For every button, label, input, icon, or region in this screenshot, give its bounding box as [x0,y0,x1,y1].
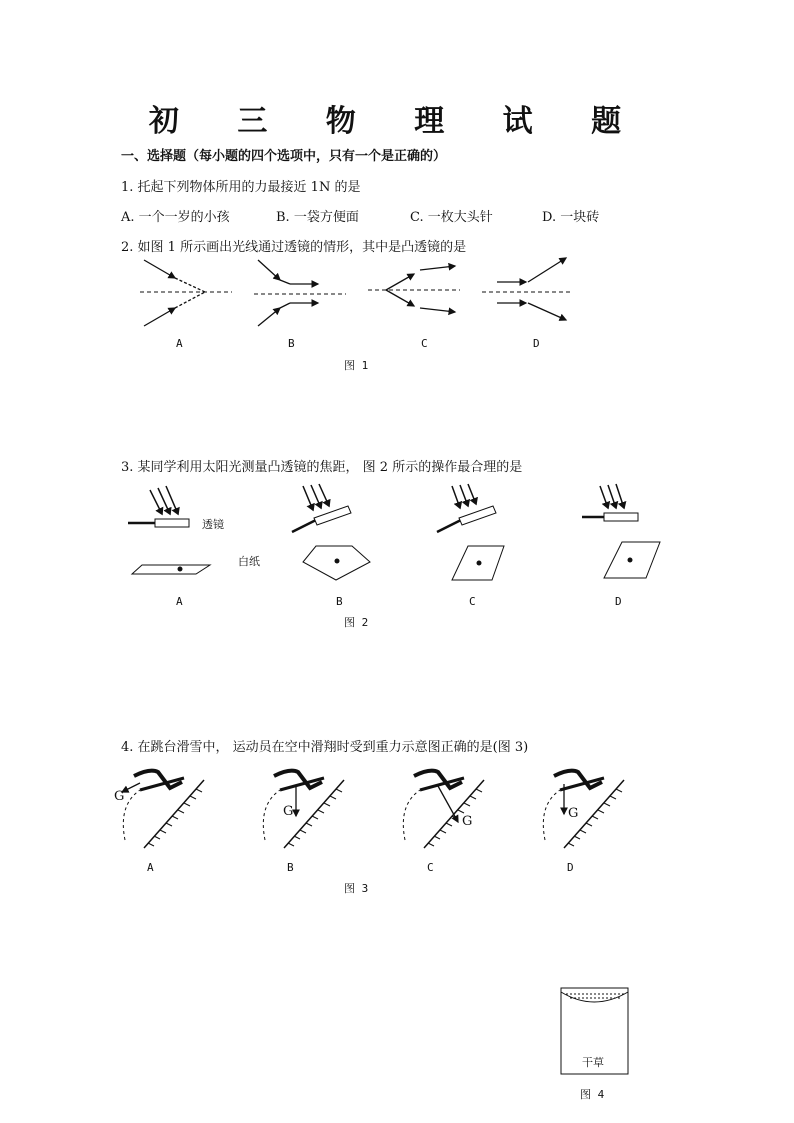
fig3-label-d: D [567,861,574,874]
question-2-text: 2. 如图 1 所示画出光线通过透镜的情形，其中是凸透镜的是 [121,240,467,255]
page-title: 初 三 物 理 试 题 [148,104,646,139]
question-3-text: 3. 某同学利用太阳光测量凸透镜的焦距， 图 2 所示的操作最合理的是 [121,460,523,475]
fig2-label-c: C [469,595,476,608]
fig4-caption: 图 4 [580,1088,605,1101]
fig2-label-a: A [176,595,183,608]
fig3-caption: 图 3 [344,882,369,895]
q1-option-d: D. 一块砖 [542,210,600,225]
question-1-text: 1. 托起下列物体所用的力最接近 1N 的是 [121,180,361,195]
fig3-g-label-a: G [114,789,125,804]
fig3-label-b: B [287,861,294,874]
fig1-caption: 图 1 [344,359,369,372]
fig3-g-label-b: G [283,804,294,819]
paper-label: 白纸 [238,555,260,568]
question-4-text: 4. 在跳台滑雪中， 运动员在空中滑翔时受到重力示意图正确的是(图 3) [121,740,529,755]
q1-option-c: C. 一枚大头针 [410,210,493,225]
section-heading: 一、选择题（每小题的四个选项中，只有一个是正确的） [121,149,447,164]
fig1-label-c: C [421,337,428,350]
fig2-label-d: D [615,595,622,608]
fig1-label-a: A [176,337,183,350]
lens-label: 透镜 [202,518,224,531]
fig3-label-a: A [147,861,154,874]
fig2-caption: 图 2 [344,616,369,629]
fig3-g-label-c: G [462,814,473,829]
fig4-inner-label: 干草 [582,1056,604,1069]
fig3-g-label-d: G [568,806,579,821]
fig3-label-c: C [427,861,434,874]
q1-option-a: A. 一个一岁的小孩 [121,210,230,225]
fig1-label-d: D [533,337,540,350]
fig2-label-b: B [336,595,343,608]
q1-option-b: B. 一袋方便面 [276,210,359,225]
fig1-label-b: B [288,337,295,350]
